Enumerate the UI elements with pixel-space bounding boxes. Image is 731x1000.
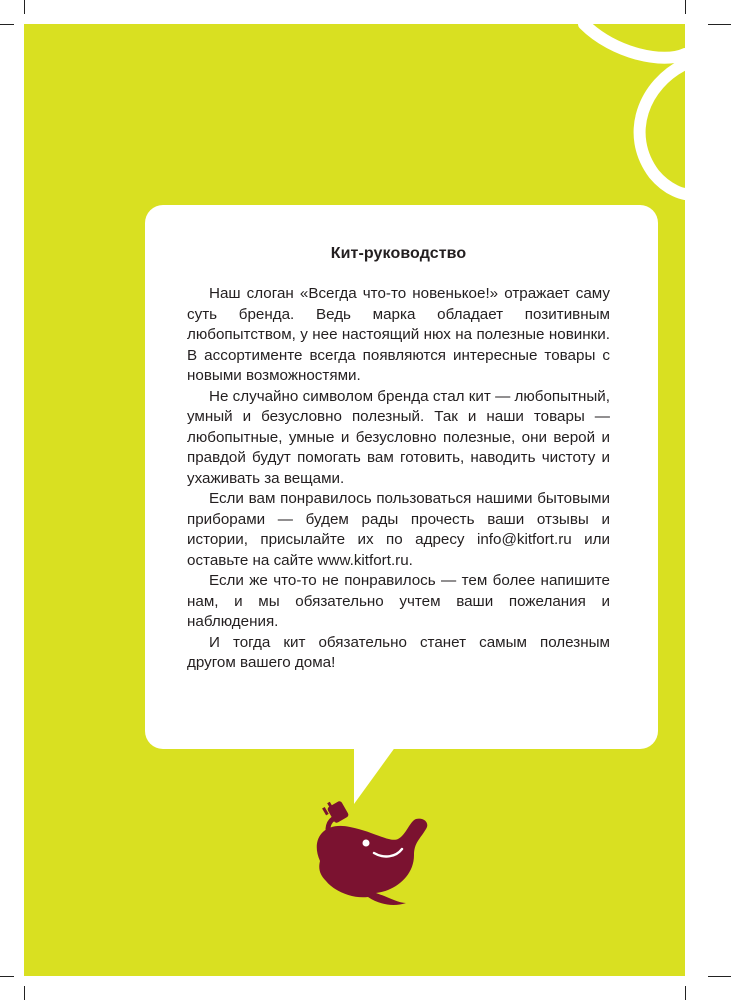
paragraph: Если вам понравилось пользоваться нашими бытовыми приборами — будем рады прочесть ваши отзывы и истории, присылайте их по адресу info@kitfort.ru или оставьте на сайте www.kitfort.ru.: [187, 490, 610, 569]
crop-mark: [685, 986, 686, 1000]
crop-mark: [0, 24, 14, 25]
speech-bubble-content: [145, 205, 658, 749]
paragraph: Наш слоган «Всегда что-то новенькое!» отражает саму суть бренда. Ведь марка обладает позитивным любопытством, у нее настоящий нюх на полезные новинки. В ассортименте всегда появляются интересные товары с новыми возможностями.: [187, 285, 610, 384]
crop-mark: [708, 976, 731, 977]
paragraph: И тогда кит обязательно станет самым полезным другом вашего дома!: [187, 633, 610, 671]
paragraph: Не случайно символом бренда стал кит — любопытный, умный и безусловно полезный. Так и наши товары — любопытные, умные и безусловно полезные, они верой и правдой будут помогать вам готовить, наводить чистоту и ухаживать за вещами.: [187, 387, 610, 487]
paragraph: Если же что-то не понравилось — тем более напишите нам, и мы обязательно учтем ваши пожелания и наблюдения.: [187, 572, 610, 630]
page: [24, 24, 685, 976]
whale-plug-icon: [302, 799, 436, 909]
page-title: Кит-руководство: [330, 245, 467, 262]
crop-mark: [0, 976, 14, 977]
crop-mark: [708, 24, 731, 25]
crop-mark: [24, 0, 25, 14]
crop-mark: [685, 0, 686, 14]
crop-mark: [24, 986, 25, 1000]
